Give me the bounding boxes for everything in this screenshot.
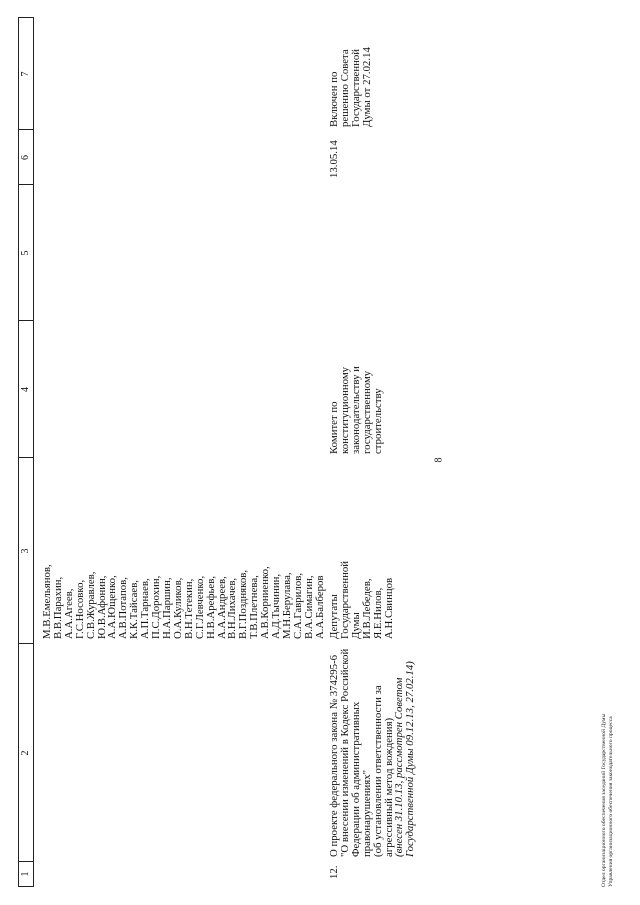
bill-title	[329, 649, 416, 857]
col-header-2: 2	[20, 750, 31, 756]
bill-note-line: Государственной Думы 09.12.13, 27.02.14)	[404, 661, 417, 857]
bill-title-line: "О внесении изменений в Кодекс Российской	[338, 648, 351, 857]
author-line: Думы	[349, 612, 362, 639]
committee-line: Комитет по	[328, 401, 340, 454]
author-name: В.Н.Лихачев,	[226, 577, 239, 639]
author-name: А.В.Потапов,	[117, 577, 130, 639]
author-name: А.А.Ющенко,	[106, 575, 119, 639]
author-name: К.К.Тайсаев,	[128, 579, 141, 639]
bill-title-line: правонарушениях"	[360, 769, 373, 857]
bill-note-line: (внесен 31.10.13, рассмотрен Советом	[393, 677, 406, 857]
responsible-committee	[329, 366, 384, 454]
author-name: А.Д.Тычинин,	[270, 573, 283, 639]
remark-line: Включен по	[328, 71, 340, 127]
author-line: Я.Е.Нилов,	[371, 587, 384, 639]
bill-title-line: агрессивный метод вождения)	[382, 717, 395, 857]
footer-line: Управления организационного обеспечения законодательного процесса	[607, 716, 614, 887]
remark-line: Государственной	[349, 48, 362, 127]
author-name: О.А.Куликов,	[171, 577, 184, 639]
continued-authors-list	[42, 564, 326, 639]
committee-line: конституционному	[338, 366, 351, 454]
committee-line: строительству	[371, 388, 384, 454]
author-line: И.В.Лебедев,	[360, 578, 373, 639]
author-name: Н.В.Арефьев,	[204, 575, 217, 639]
remark-line: решению Совета	[338, 49, 351, 127]
author-name: С.А.Гаврилов,	[291, 572, 304, 639]
bill-title-line: (об установлении ответственности за	[371, 685, 384, 857]
author-name: Г.С.Носовко,	[73, 579, 86, 639]
committee-line: законодательству и	[349, 366, 362, 454]
author-name: А.П.Тарнаев,	[139, 578, 152, 639]
author-line: Депутаты	[328, 594, 340, 639]
review-date-text: 13.05.14	[328, 140, 340, 178]
document-footer	[601, 714, 614, 887]
author-name: А.А.Андреев,	[215, 576, 228, 639]
bill-title-line: О проекте федерального закона № 374295-6	[328, 654, 340, 857]
bill-title-line: Федерации об административных	[349, 701, 362, 857]
committee-line: государственному	[360, 370, 373, 454]
remark-line: Думы от 27.02.14	[360, 47, 373, 127]
author-name: Ю.В.Афонин,	[95, 575, 108, 639]
author-name: А.В.Корниенко,	[259, 566, 272, 639]
author-name: П.С.Дорохин,	[150, 575, 163, 639]
document-sheet	[18, 17, 623, 887]
author-name: Т.В.Плетнева,	[248, 575, 261, 639]
bill-authors	[329, 561, 394, 639]
author-line: Государственной	[338, 560, 351, 639]
col-header-1: 1	[20, 871, 31, 877]
col-header-5: 5	[20, 250, 31, 256]
author-name: С.В.Журавлев,	[84, 571, 97, 639]
author-name: В.Н.Тетекин,	[182, 578, 195, 639]
author-line: А.Н.Свинцов	[382, 577, 395, 639]
author-name: М.В.Емельянов,	[41, 564, 53, 639]
col-header-3: 3	[20, 548, 31, 554]
author-name: А.А.Агеев,	[62, 588, 75, 639]
author-name: В.Г.Поздняков,	[237, 569, 250, 639]
row-number	[329, 866, 340, 880]
author-name: С.Г.Левченко,	[193, 575, 206, 639]
footer-line: Отдел организационного обеспечения заседаний Государственной Думы	[601, 713, 607, 887]
review-date	[329, 140, 340, 178]
page-number: 8	[433, 457, 445, 463]
row-number-text: 12.	[328, 865, 340, 879]
author-name: Н.А.Паршин,	[160, 577, 173, 639]
author-name: А.А.Балберов	[313, 575, 326, 639]
col-header-7: 7	[20, 71, 31, 77]
remark	[329, 47, 373, 127]
author-name: М.Н.Берулава,	[280, 572, 293, 639]
author-name: В.А.Симагин,	[302, 575, 315, 639]
column-header-row	[18, 17, 34, 887]
author-name: В.В.Парахин,	[51, 576, 64, 639]
col-header-6: 6	[20, 155, 31, 160]
col-header-4: 4	[20, 387, 31, 392]
